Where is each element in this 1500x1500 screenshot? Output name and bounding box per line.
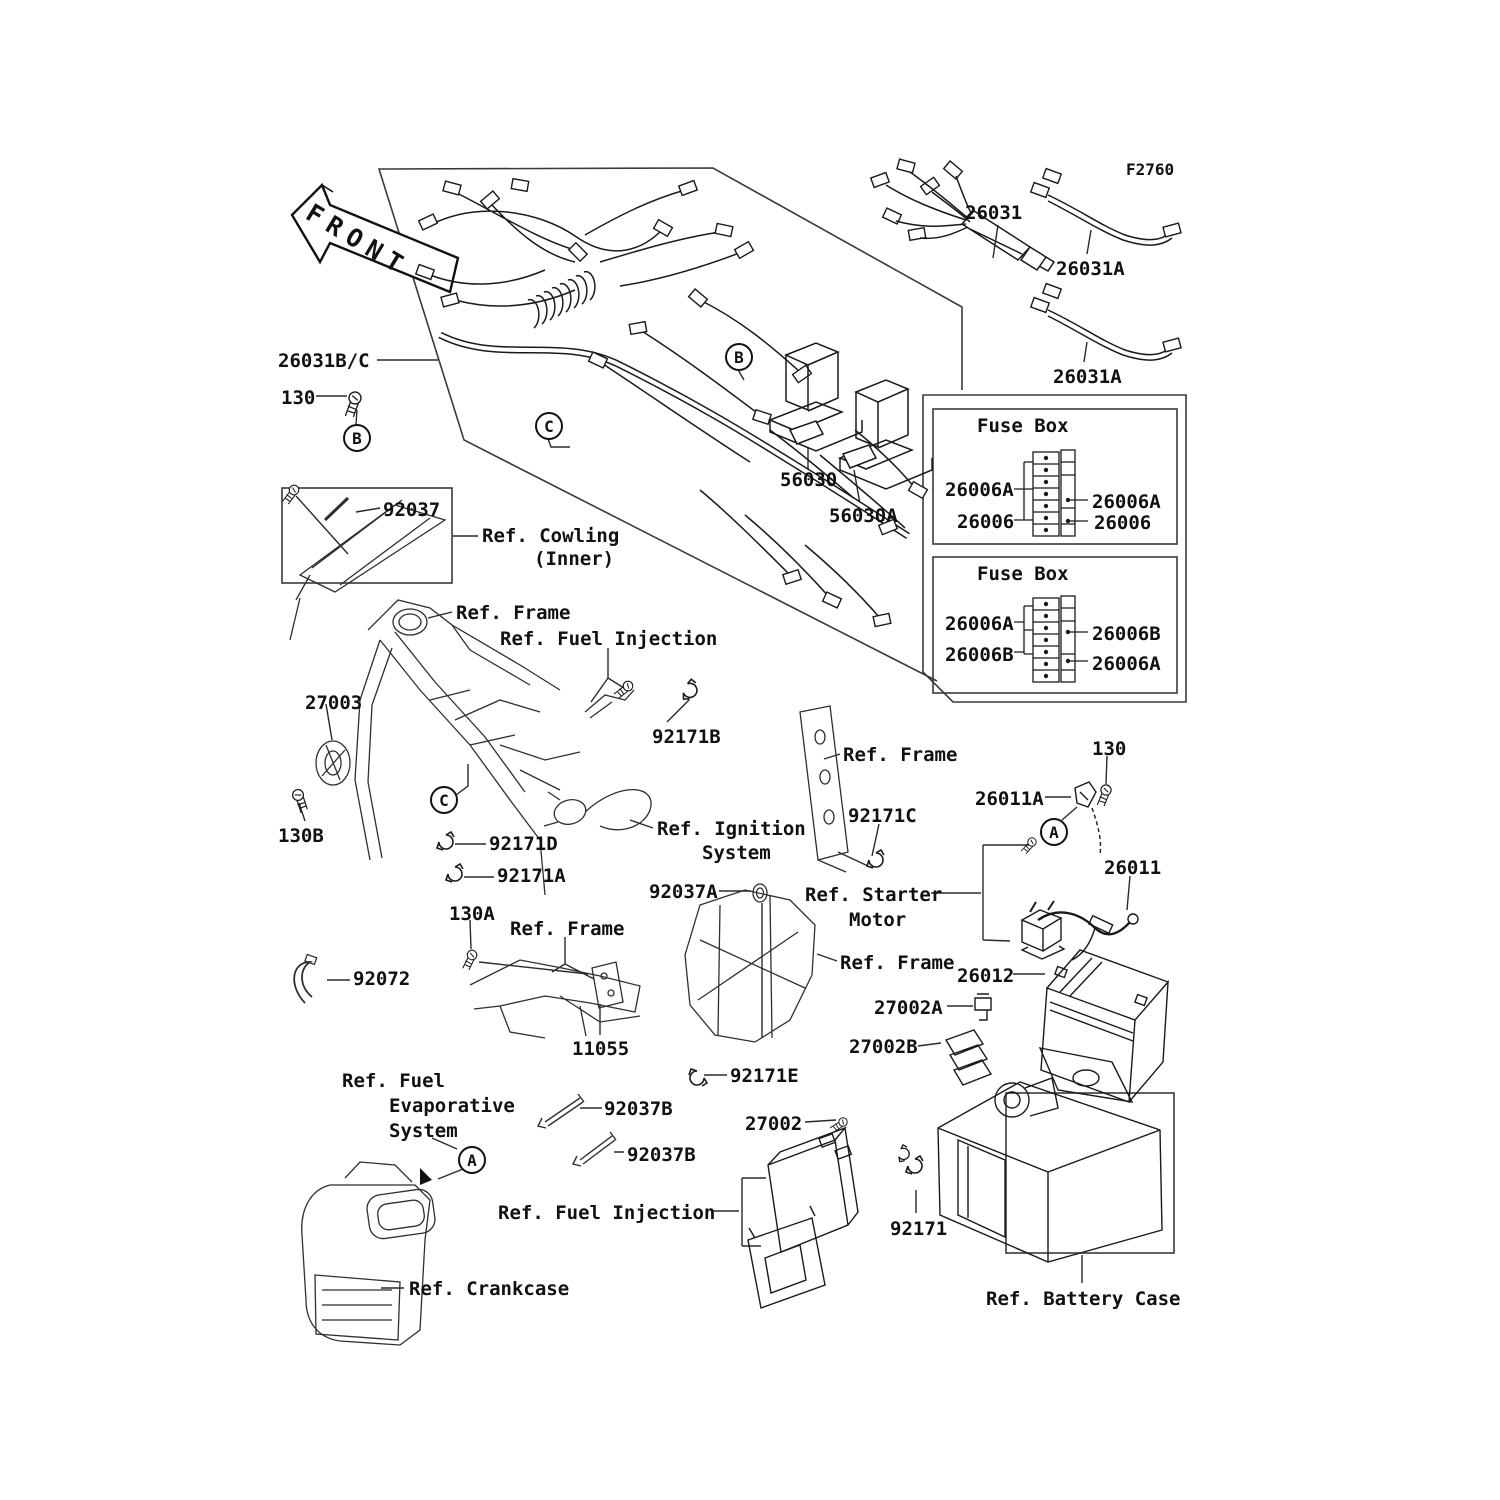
callout-92171a: 92171A bbox=[497, 865, 566, 887]
harness-connectors bbox=[416, 179, 928, 627]
ref-frame-right: Ref. Frame bbox=[843, 744, 958, 766]
callout-130b: 130B bbox=[278, 825, 324, 847]
callout-130-right: 130 bbox=[1092, 738, 1127, 760]
ref-fuel-injection-top: Ref. Fuel Injection bbox=[500, 628, 718, 650]
harness-26031-drawing bbox=[871, 159, 1181, 360]
callout-92037a: 92037A bbox=[649, 881, 718, 903]
callout-26012: 26012 bbox=[957, 965, 1015, 987]
ref-frame-bottom-left: Ref. Frame bbox=[510, 918, 625, 940]
callout-130-left: 130 bbox=[281, 387, 316, 409]
screw-icons bbox=[290, 391, 1038, 856]
front-arrow-label: FRONT bbox=[301, 198, 415, 283]
ref-ignition-line1: Ref. Ignition bbox=[657, 818, 806, 840]
fuse-box-2-right-label-2: 26006A bbox=[1092, 653, 1161, 675]
ref-cowling-line1: Ref. Cowling bbox=[482, 525, 620, 547]
callout-92171b: 92171B bbox=[652, 726, 721, 748]
ref-frame-1: Ref. Frame bbox=[456, 602, 571, 624]
callout-92072: 92072 bbox=[353, 968, 411, 990]
circle-letter-c-harness: C bbox=[535, 412, 563, 440]
callout-27002a: 27002A bbox=[874, 997, 943, 1019]
circle-letter-a-starter: A bbox=[1040, 818, 1068, 846]
ref-starter-line2: Motor bbox=[849, 909, 907, 931]
circle-letter-b-harness: B bbox=[725, 343, 753, 371]
callout-26011a: 26011A bbox=[975, 788, 1044, 810]
callout-56030a: 56030A bbox=[829, 505, 898, 527]
fuse-box-2-title: Fuse Box bbox=[977, 563, 1069, 585]
callout-56030: 56030 bbox=[780, 469, 838, 491]
callout-92171: 92171 bbox=[890, 1218, 948, 1240]
ref-fuel-evap-line1: Ref. Fuel bbox=[342, 1070, 445, 1092]
callout-27003: 27003 bbox=[305, 692, 363, 714]
ref-fuel-evap-line2: Evaporative bbox=[389, 1095, 515, 1117]
fuse-box-1-left-label-1: 26006A bbox=[945, 479, 1014, 501]
callout-27002: 27002 bbox=[745, 1113, 803, 1135]
ref-fuel-evap-line3: System bbox=[389, 1120, 458, 1142]
callout-26031a-1: 26031A bbox=[1056, 258, 1125, 280]
callout-26031: 26031 bbox=[965, 202, 1023, 224]
callout-130a: 130A bbox=[449, 903, 495, 925]
battery-case-ref-frame bbox=[1006, 1093, 1174, 1253]
circle-letter-b-left: B bbox=[343, 424, 371, 452]
callout-27002b: 27002B bbox=[849, 1036, 918, 1058]
ref-crankcase: Ref. Crankcase bbox=[409, 1278, 570, 1300]
callout-26031bc: 26031B/C bbox=[278, 350, 370, 372]
callout-26031a-2: 26031A bbox=[1053, 366, 1122, 388]
callout-92171e: 92171E bbox=[730, 1065, 799, 1087]
fuse-box-1-left-label-2: 26006 bbox=[957, 511, 1015, 533]
callout-92037: 92037 bbox=[383, 499, 441, 521]
circle-letter-c-frame: C bbox=[430, 786, 458, 814]
fuse-box-2-left-label-1: 26006A bbox=[945, 613, 1014, 635]
ref-fuel-injection-bottom: Ref. Fuel Injection bbox=[498, 1202, 716, 1224]
circle-letter-a-evap: A bbox=[458, 1146, 486, 1174]
fuse-box-2-left-label-2: 26006B bbox=[945, 644, 1014, 666]
fuse-box-1-title: Fuse Box bbox=[977, 415, 1069, 437]
ref-ignition-line2: System bbox=[702, 842, 771, 864]
callout-92171c: 92171C bbox=[848, 805, 917, 827]
wiring-harness-drawing bbox=[416, 179, 932, 627]
callout-11055: 11055 bbox=[572, 1038, 630, 1060]
callout-92037b-1: 92037B bbox=[604, 1098, 673, 1120]
fuse-box-1-right-label-1: 26006A bbox=[1092, 491, 1161, 513]
callout-92171d: 92171D bbox=[489, 833, 558, 855]
ref-cowling-line2: (Inner) bbox=[534, 548, 615, 570]
callout-92037b-2: 92037B bbox=[627, 1144, 696, 1166]
ref-battery-case: Ref. Battery Case bbox=[986, 1288, 1181, 1310]
callout-26011: 26011 bbox=[1104, 857, 1162, 879]
fuse-box-2-right-label-1: 26006B bbox=[1092, 623, 1161, 645]
figure-code: F2760 bbox=[1126, 160, 1175, 179]
fuse-box-1-right-label-2: 26006 bbox=[1094, 512, 1152, 534]
ref-frame-center: Ref. Frame bbox=[840, 952, 955, 974]
ref-starter-line1: Ref. Starter bbox=[805, 884, 943, 906]
